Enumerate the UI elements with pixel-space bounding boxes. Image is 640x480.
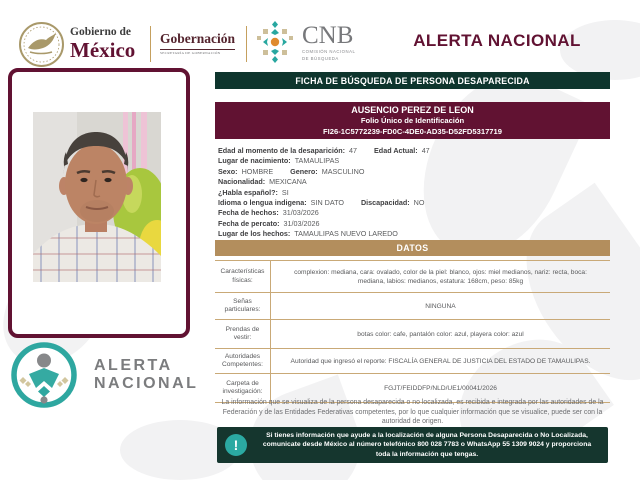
field-value: 47	[421, 146, 430, 155]
field-value: NO	[413, 198, 425, 208]
table-row	[215, 320, 610, 349]
alert-circle-icon: !	[225, 434, 247, 456]
row-label: Características físicas:	[215, 261, 271, 292]
field-label: Fecha de hechos:	[218, 208, 279, 218]
mexico-seal-icon	[18, 21, 65, 68]
field-line	[218, 167, 610, 177]
field-line	[218, 146, 610, 156]
field-value: HOMBRE	[241, 166, 274, 176]
row-value: complexion: mediana, cara: ovalado, color de la piel: blanco, ojos: miel medianos, nariz: recta, boca: mediana, labios: medianos, estatura: 168cm, peso: 85kg	[294, 268, 587, 285]
missing-person-photo	[33, 112, 161, 282]
datos-banner: DATOS	[215, 240, 610, 256]
gobernacion-title: Gobernación	[160, 31, 235, 50]
field-value: 47	[349, 146, 358, 155]
disclaimer-text: La información que se visualiza de la persona desaparecida o no localizada, es recibida e integrada por las autoridades de la Federación y de las Entidades Federativas competentes, por lo que cualquier información que se visualice, puede ser con la autoridad de origen.	[221, 399, 604, 426]
field-label: Lugar de nacimiento:	[218, 156, 291, 166]
field-line	[218, 198, 610, 208]
field-label: Edad Actual:	[374, 146, 418, 155]
field-line	[218, 156, 610, 166]
folio-label: Folio Único de Identificación	[360, 116, 465, 125]
cnb-sub2: DE BÚSQUEDA	[302, 55, 339, 61]
hotline-banner	[217, 427, 608, 463]
field-value: MEXICANA	[269, 177, 307, 187]
hotline-text: Si tienes información que ayude a la localización de alguna Persona Desaparecida o No Localizada, comunicate desde México al número telefónico 800 028 7783 o WhatsApp 55 1309 9024 y proporciona toda la información que tengas.	[262, 431, 592, 458]
field-label: Edad al momento de la desaparición:	[218, 146, 346, 155]
field-line	[218, 177, 610, 187]
field-label: Nacionalidad:	[218, 177, 266, 187]
field-value: TAMAULIPAS	[294, 156, 340, 166]
alerta-nacional-logo	[10, 341, 198, 409]
field-line	[218, 219, 610, 229]
row-label: Señas particulares:	[215, 293, 271, 319]
row-value: botas color: cafe, pantalón color: azul, playera color: azul	[357, 330, 524, 338]
alerta-nacional-logo-icon	[10, 341, 78, 409]
person-id-banner	[215, 102, 610, 139]
field-line	[218, 208, 610, 218]
field-label: Discapacidad:	[360, 198, 410, 208]
row-label: Autoridades Competentes:	[215, 349, 271, 373]
logo-text-line2: NACIONAL	[94, 375, 199, 392]
field-value: 31/03/2026	[283, 218, 320, 228]
field-label: Lugar de los hechos:	[218, 229, 291, 239]
gobierno-line1: Gobierno de	[70, 26, 132, 38]
ficha-title-banner: FICHA DE BÚSQUEDA DE PERSONA DESAPARECIDA	[215, 72, 610, 89]
table-row	[215, 349, 610, 374]
gobierno-line2: México	[70, 37, 136, 62]
person-fields	[218, 146, 610, 240]
field-line	[218, 188, 610, 198]
row-value: FGJT/FEIDDFP/NLD/UE1/00041/2026	[384, 384, 497, 392]
folio-number: FI26-1C5772239-FD0C-4DE0-AD35-D52FD5317719	[323, 126, 502, 136]
gobierno-de-mexico-wordmark	[70, 27, 135, 61]
field-label: Idioma o lengua indigena:	[218, 198, 307, 208]
row-label: Carpeta de investigación:	[215, 374, 271, 402]
logo-text-line1: ALERTA	[94, 356, 173, 374]
photo-frame	[8, 68, 190, 338]
field-line	[218, 229, 610, 239]
person-name: AUSENCIO PEREZ DE LEON	[351, 105, 474, 115]
gobernacion-subtitle: SECRETARÍA DE GOBERNACIÓN	[160, 51, 221, 55]
alerta-nacional-logo-text	[94, 357, 198, 394]
table-row	[215, 261, 610, 293]
field-value: TAMAULIPAS NUEVO LAREDO	[294, 229, 398, 239]
ficha-content	[215, 0, 610, 480]
field-label: Sexo:	[218, 166, 238, 176]
details-table	[215, 260, 610, 403]
cnb-sub1: COMISIÓN NACIONAL	[302, 49, 356, 55]
alerta-nacional-title: ALERTA NACIONAL	[413, 31, 581, 50]
field-label: Fecha de percato:	[218, 218, 280, 228]
field-value: SI	[281, 187, 289, 197]
field-label: ¿Habla español?:	[218, 187, 278, 197]
row-value: NINGUNA	[425, 302, 456, 310]
cnb-acronym: CNB	[302, 22, 354, 50]
field-label: Genero:	[290, 166, 318, 176]
field-value: SIN DATO	[310, 198, 344, 208]
field-value: MASCULINO	[321, 166, 365, 176]
row-value: Autoridad que ingresó el reporte: FISCALÍA GENERAL DE JUSTICIA DEL ESTADO DE TAMAULIPAS.	[290, 357, 591, 365]
header-divider	[150, 26, 151, 62]
table-row	[215, 293, 610, 320]
field-value: 31/03/2026	[282, 208, 319, 218]
row-label: Prendas de vestir:	[215, 320, 271, 348]
